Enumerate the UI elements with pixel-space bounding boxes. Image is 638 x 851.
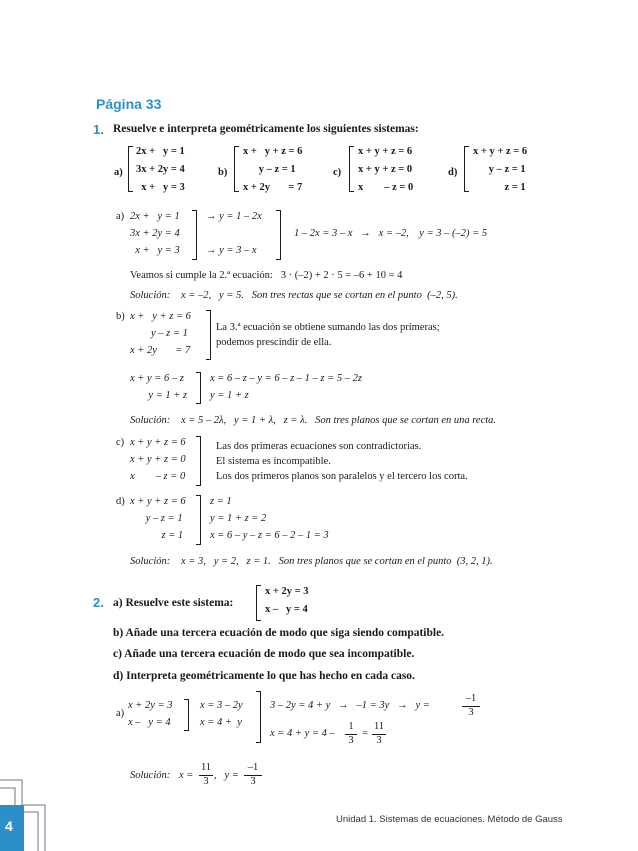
fraction-denominator: 3 <box>468 707 474 718</box>
fraction-numerator: 1 <box>348 721 354 732</box>
equation-row: x + y = 6 – z <box>130 373 184 384</box>
equation-row: y – z = 1 <box>130 513 183 524</box>
exercise-prompt: d) Interpreta geométricamente lo que has hecho en cada caso. <box>113 670 415 682</box>
system-row: 2x + y = 1 <box>136 146 185 157</box>
brace <box>192 210 197 260</box>
equation-row: y – z = 1 <box>130 328 188 339</box>
brace <box>196 495 201 545</box>
solution-a-label: a) <box>116 708 125 719</box>
equation-row: x + y + z = 6 <box>130 311 191 322</box>
system-row: x + y + z = 6 <box>473 146 528 157</box>
solution-b-label: b) <box>116 311 125 322</box>
system-row: x + 2y = 3 <box>265 586 309 597</box>
brace <box>196 436 201 486</box>
fraction-numerator: –1 <box>465 693 477 704</box>
fraction-numerator: –1 <box>247 762 259 773</box>
brace <box>206 310 211 360</box>
equation-row: x + 2y = 3 <box>128 700 173 711</box>
equation-row: 2x + y = 1 <box>130 211 180 222</box>
step-line: z = 1 <box>210 496 232 507</box>
solution-y: , y = <box>214 770 239 781</box>
brace <box>276 210 281 260</box>
system-row: x – y = 4 <box>265 604 308 615</box>
system-row: 3x + 2y = 4 <box>136 164 185 175</box>
fraction-denominator: 3 <box>250 776 256 787</box>
equation-row: y = 1 + z <box>130 390 188 401</box>
solution-x: x = <box>179 770 194 781</box>
arrow-step: → y = 1 – 2x <box>206 211 262 222</box>
footer-text: Unidad 1. Sistemas de ecuaciones. Método de Gauss <box>336 814 563 825</box>
equation-row: z = 1 <box>130 530 184 541</box>
fraction-numerator: 11 <box>200 762 212 773</box>
result-line: x = 4 + y = 4 – <box>270 728 335 739</box>
brace <box>256 691 261 743</box>
system-row: x + y + z = 6 <box>358 146 413 157</box>
brace <box>234 146 239 192</box>
note-line: Los dos primeros planos son paralelos y el tercero los corta. <box>216 471 468 482</box>
note-line: podemos prescindir de ella. <box>216 337 332 348</box>
system-c-label: c) <box>333 167 342 178</box>
result-line: 3 – 2y = 4 + y → –1 = 3y → y = <box>270 700 430 711</box>
system-row: x + y = 3 <box>136 182 185 193</box>
step-line: y = 1 + z = 2 <box>210 513 267 524</box>
exercise-prompt: c) Añade una tercera ecuación de modo que sea incompatible. <box>113 648 415 660</box>
page-number-tab <box>0 805 24 851</box>
page-number: 4 <box>5 818 13 834</box>
fraction-denominator: 3 <box>348 735 354 746</box>
exercise-number: 2. <box>93 595 104 610</box>
equation-row: x – z = 0 <box>130 471 186 482</box>
system-a-label: a) <box>114 167 123 178</box>
step-line: x = 6 – y – z = 6 – 2 – 1 = 3 <box>210 530 329 541</box>
exercise-prompt: Resuelve e interpreta geométricamente los siguientes sistemas: <box>113 123 419 135</box>
equation-row: x = 3 – 2y <box>200 700 243 711</box>
equation-row: x + y + z = 0 <box>130 454 186 465</box>
arrow-step: → y = 3 – x <box>206 245 257 256</box>
solution-c-label: c) <box>116 437 125 448</box>
result-line: 1 – 2x = 3 – x → x = –2, y = 3 – (–2) = 5 <box>294 228 488 239</box>
solution-text: x = –2, y = 5. Son tres rectas que se cortan en el punto (–2, 5). <box>181 290 458 301</box>
solution-text: x = 5 – 2λ, y = 1 + λ, z = λ. Son tres planos que se cortan en una recta. <box>181 415 497 426</box>
brace <box>128 146 133 192</box>
system-b-label: b) <box>218 167 228 178</box>
system-row: x + y + z = 6 <box>243 146 303 157</box>
step-line: x = 6 – z – y = 6 – z – 1 – z = 5 – 2z <box>210 373 362 384</box>
note-line: Las dos primeras ecuaciones son contradictorias. <box>216 441 422 452</box>
brace <box>196 372 201 404</box>
exercise-prompt: a) Resuelve este sistema: <box>113 597 234 609</box>
brace <box>256 585 261 621</box>
step-line: y = 1 + z <box>210 390 249 401</box>
system-row: y – z = 1 <box>243 164 296 175</box>
solution-label: Solución: <box>130 556 171 567</box>
fraction-numerator: 11 <box>373 721 385 732</box>
equation-row: x + y + z = 6 <box>130 437 186 448</box>
fraction-denominator: 3 <box>376 735 382 746</box>
equation-row: x – y = 4 <box>128 717 171 728</box>
equation-row: 3x + 2y = 4 <box>130 228 180 239</box>
system-row: x + 2y = 7 <box>243 182 303 193</box>
fraction-denominator: 3 <box>203 776 209 787</box>
brace <box>464 146 469 192</box>
solution-d-label: d) <box>116 496 125 507</box>
page-title: Página 33 <box>96 96 162 112</box>
equation-row: x + 2y = 7 <box>130 345 191 356</box>
solution-label: Solución: <box>130 290 171 301</box>
equation-row: x = 4 + y <box>200 717 242 728</box>
system-row: z = 1 <box>473 182 526 193</box>
brace <box>184 699 189 731</box>
exercise-number: 1. <box>93 122 104 137</box>
system-d-label: d) <box>448 167 458 178</box>
system-row: y – z = 1 <box>473 164 526 175</box>
equals-sign: = <box>362 728 368 739</box>
equation-row: x + y + z = 6 <box>130 496 186 507</box>
system-row: x + y + z = 0 <box>358 164 413 175</box>
exercise-prompt: b) Añade una tercera ecuación de modo que siga siendo compatible. <box>113 627 445 639</box>
solution-a-label: a) <box>116 211 125 222</box>
system-row: x – z = 0 <box>358 182 414 193</box>
solution-label: Solución: <box>130 415 171 426</box>
brace <box>349 146 354 192</box>
note-line: El sistema es incompatible. <box>216 456 331 467</box>
solution-label: Solución: <box>130 770 171 781</box>
check-line: Veamos si cumple la 2.ª ecuación: 3 · (–2) + 2 · 5 = –6 + 10 = 4 <box>130 270 403 281</box>
note-line: La 3.ª ecuación se obtiene sumando las dos primeras; <box>216 322 440 333</box>
equation-row: x + y = 3 <box>130 245 180 256</box>
solution-text: x = 3, y = 2, z = 1. Son tres planos que se cortan en el punto (3, 2, 1). <box>181 556 493 567</box>
